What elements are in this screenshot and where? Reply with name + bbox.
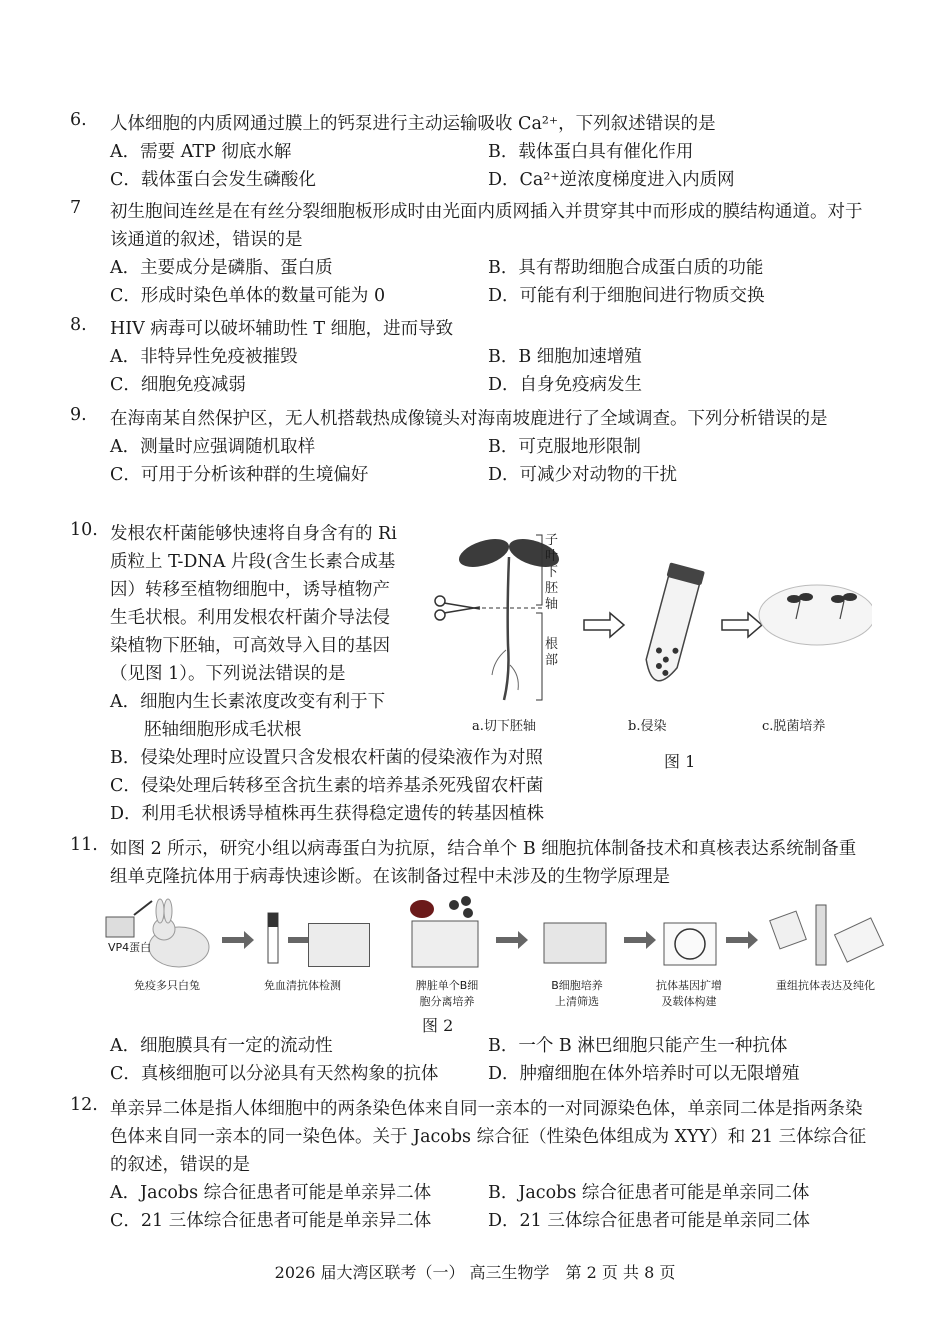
arrow-icon bbox=[496, 931, 528, 949]
cell-culture-plate-icon bbox=[410, 896, 478, 967]
root-label: 根 部 bbox=[545, 637, 559, 668]
option-c[interactable]: C．侵染处理后转移至含抗生素的培养基杀死残留农杆菌 bbox=[110, 776, 544, 796]
step-label: 抗体基因扩增 及载体构建 bbox=[656, 979, 722, 1008]
arrow-icon bbox=[722, 613, 762, 637]
option-d[interactable]: D．可减少对动物的干扰 bbox=[488, 465, 678, 485]
figure-2-illustration bbox=[104, 895, 894, 975]
question-number: 9. bbox=[70, 405, 87, 425]
figure-1-caption: 图 1 bbox=[664, 752, 696, 771]
option-c[interactable]: C．载体蛋白会发生磷酸化 bbox=[110, 170, 316, 190]
figure-1 bbox=[432, 525, 872, 775]
step-label: B细胞培养 上清筛选 bbox=[551, 979, 603, 1008]
option-b[interactable]: B．侵染处理时应设置只含发根农杆菌的侵染液作为对照 bbox=[110, 748, 543, 768]
rabbit-icon bbox=[149, 899, 209, 967]
stem-line: 质粒上 T-DNA 片段(含生长素合成基 bbox=[110, 552, 396, 572]
option-c[interactable]: C．21 三体综合征患者可能是单亲异二体 bbox=[110, 1211, 432, 1231]
question-11-options bbox=[70, 1032, 870, 1088]
stem-line: （见图 1）。下列说法错误的是 bbox=[110, 664, 346, 684]
cotyledon-left bbox=[456, 534, 513, 573]
option-b[interactable]: B．载体蛋白具有催化作用 bbox=[488, 142, 694, 162]
question-stem: 人体细胞的内质网通过膜上的钙泵进行主动运输吸收 Ca²⁺，下列叙述错误的是 bbox=[110, 114, 716, 134]
label-c: c.脱菌培养 bbox=[762, 719, 826, 734]
question-12 bbox=[70, 1095, 870, 1235]
option-a[interactable]: A．主要成分是磷脂、蛋白质 bbox=[110, 258, 333, 278]
option-a[interactable]: A．需要 ATP 彻底水解 bbox=[110, 142, 292, 162]
option-a[interactable]: A．细胞内生长素浓度改变有利于下 bbox=[110, 692, 386, 712]
seedling-stem bbox=[504, 557, 509, 700]
question-number: 12. bbox=[70, 1095, 98, 1115]
figure-2 bbox=[104, 895, 894, 1035]
scissors-icon bbox=[435, 596, 480, 620]
question-9 bbox=[70, 405, 870, 489]
vp4-plate-icon bbox=[106, 917, 134, 937]
question-number: 11. bbox=[70, 835, 98, 855]
question-number: 8. bbox=[70, 315, 87, 335]
label-a: a.切下胚轴 bbox=[472, 719, 536, 734]
step-label: 免血清抗体检测 bbox=[264, 979, 341, 992]
step-label: 重组抗体表达及纯化 bbox=[776, 979, 875, 992]
stem-line: 因）转移至植物细胞中，诱导植物产 bbox=[110, 580, 390, 600]
option-b[interactable]: B．具有帮助细胞合成蛋白质的功能 bbox=[488, 258, 764, 278]
hypocotyl-label: 子 叶 下 胚 轴 bbox=[545, 533, 559, 612]
arrow-icon bbox=[726, 931, 758, 949]
arrow-icon bbox=[222, 931, 254, 949]
question-6 bbox=[70, 110, 870, 194]
option-b[interactable]: B．B 细胞加速增殖 bbox=[488, 347, 642, 367]
question-number: 7 bbox=[70, 198, 82, 218]
option-a[interactable]: A．细胞膜具有一定的流动性 bbox=[110, 1036, 333, 1056]
syringe-icon bbox=[134, 901, 152, 915]
step-label: 免疫多只白兔 bbox=[134, 979, 200, 992]
arrow-icon bbox=[624, 931, 656, 949]
serum-detection-plate-icon bbox=[308, 923, 370, 967]
figure-1-illustration bbox=[432, 525, 872, 725]
option-b[interactable]: B．Jacobs 综合征患者可能是单亲同二体 bbox=[488, 1183, 810, 1203]
option-a-continued: 胚轴细胞形成毛状根 bbox=[144, 720, 302, 740]
question-stem: HIV 病毒可以破坏辅助性 T 细胞，进而导致 bbox=[110, 319, 454, 339]
option-b[interactable]: B．可克服地形限制 bbox=[488, 437, 641, 457]
question-11 bbox=[70, 835, 870, 891]
option-c[interactable]: C．细胞免疫减弱 bbox=[110, 375, 246, 395]
option-b[interactable]: B．一个 B 淋巴细胞只能产生一种抗体 bbox=[488, 1036, 788, 1056]
option-c[interactable]: C．可用于分析该种群的生境偏好 bbox=[110, 465, 369, 485]
root-bracket bbox=[536, 613, 542, 700]
question-8 bbox=[70, 315, 870, 399]
test-tube-icon bbox=[640, 562, 705, 685]
option-d[interactable]: D．Ca²⁺逆浓度梯度进入内质网 bbox=[488, 170, 735, 190]
option-c[interactable]: C．形成时染色单体的数量可能为 0 bbox=[110, 286, 386, 306]
question-7 bbox=[70, 198, 870, 310]
root-hair bbox=[510, 665, 518, 690]
stem-line: 发根农杆菌能够快速将自身含有的 Ri bbox=[110, 524, 397, 544]
culture-dish-icon bbox=[759, 585, 872, 645]
question-stem: 在海南某自然保护区，无人机搭载热成像镜头对海南坡鹿进行了全域调查。下列分析错误的是 bbox=[110, 409, 828, 429]
question-stem: 单亲异二体是指人体细胞中的两条染色体来自同一亲本的一对同源染色体，单亲同二体是指两条染色体来自同一亲本的同一染色体。关于 Jacobs 综合征（性染色体组成为 XYY）和 21 三体综合征的叙述，错误的是 bbox=[110, 1099, 867, 1175]
question-stem: 如图 2 所示，研究小组以病毒蛋白为抗原，结合单个 B 细胞抗体制备技术和真核表达系统制备重组单克隆抗体用于病毒快速诊断。在该制备过程中未涉及的生物学原理是 bbox=[110, 839, 857, 887]
option-a[interactable]: A．非特异性免疫被摧毁 bbox=[110, 347, 298, 367]
b-cell-culture-icon bbox=[544, 923, 606, 963]
arrow-icon bbox=[584, 613, 624, 637]
option-a[interactable]: A．Jacobs 综合征患者可能是单亲异二体 bbox=[110, 1183, 432, 1203]
vp4-label: VP4蛋白 bbox=[108, 941, 152, 954]
page-footer: 2026 届大湾区联考（一） 高三生物学 第 2 页 共 8 页 bbox=[274, 1263, 676, 1282]
option-c[interactable]: C．真核细胞可以分泌具有天然构象的抗体 bbox=[110, 1064, 439, 1084]
question-number: 10. bbox=[70, 520, 98, 540]
serum-tube-cap bbox=[268, 913, 278, 927]
option-d[interactable]: D．利用毛状根诱导植株再生获得稳定遗传的转基因植株 bbox=[110, 804, 545, 824]
stem-line: 染植物下胚轴，可高效导入目的基因 bbox=[110, 636, 390, 656]
option-d[interactable]: D．自身免疫病发生 bbox=[488, 375, 643, 395]
option-a[interactable]: A．测量时应强调随机取样 bbox=[110, 437, 316, 457]
option-d[interactable]: D．肿瘤细胞在体外培养时可以无限增殖 bbox=[488, 1064, 800, 1084]
question-number: 6. bbox=[70, 110, 87, 130]
figure-2-caption: 图 2 bbox=[422, 1016, 454, 1035]
question-stem: 初生胞间连丝是在有丝分裂细胞板形成时由光面内质网插入并贯穿其中而形成的膜结构通道。对于该通道的叙述，错误的是 bbox=[110, 202, 863, 250]
purification-icon bbox=[770, 905, 884, 965]
stem-line: 生毛状根。利用发根农杆菌介导法侵 bbox=[110, 608, 390, 628]
label-b: b.侵染 bbox=[628, 719, 667, 734]
step-label: 脾脏单个B细 胞分离培养 bbox=[415, 979, 479, 1008]
root-hair bbox=[492, 650, 506, 675]
option-d[interactable]: D．可能有利于细胞间进行物质交换 bbox=[488, 286, 765, 306]
option-d[interactable]: D．21 三体综合征患者可能是单亲同二体 bbox=[488, 1211, 810, 1231]
